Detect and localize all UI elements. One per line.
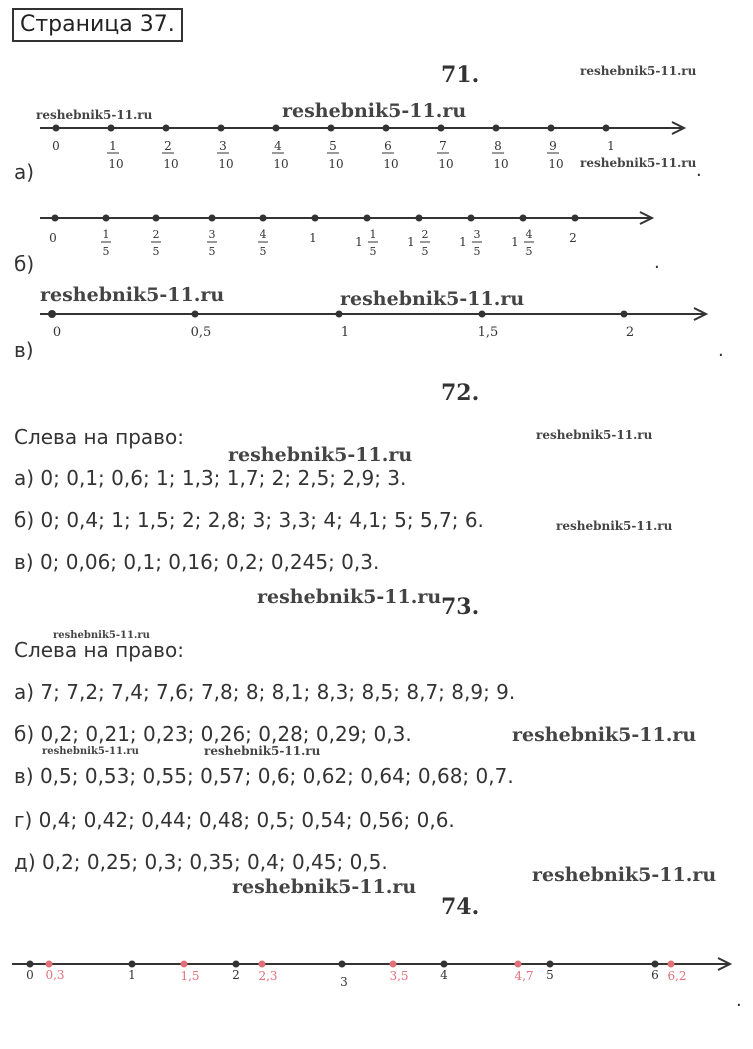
tick-numerator: 2 bbox=[152, 228, 160, 241]
part-label-b: б) bbox=[14, 252, 35, 276]
tick-label: 2 bbox=[625, 325, 635, 340]
watermark: reshebnik5-11.ru bbox=[42, 746, 139, 757]
exercise-72-line-a: а) 0; 0,1; 0,6; 1; 1,3; 1,7; 2; 2,5; 2,9; 3. bbox=[14, 466, 407, 490]
tick-label-black: 1 bbox=[128, 968, 136, 982]
tick-numerator: 2 bbox=[421, 228, 429, 241]
number-line-point-red bbox=[515, 961, 522, 968]
tick-label-red: 3,5 bbox=[389, 969, 409, 983]
tick-denominator: 5 bbox=[369, 245, 377, 258]
watermark: reshebnik5-11.ru bbox=[340, 288, 525, 310]
line-end-dot: . bbox=[654, 252, 660, 273]
number-line-point-black bbox=[547, 961, 554, 968]
tick-denominator: 10 bbox=[493, 157, 509, 171]
number-line-point bbox=[108, 125, 115, 132]
tick-label-red: 4,7 bbox=[514, 969, 534, 983]
watermark: reshebnik5-11.ru bbox=[228, 444, 413, 466]
tick-denominator: 5 bbox=[208, 245, 216, 258]
tick-label-black: 4 bbox=[440, 968, 448, 982]
number-line-point-black bbox=[441, 961, 448, 968]
tick-numerator: 3 bbox=[208, 228, 216, 241]
part-label-c: в) bbox=[14, 338, 34, 362]
tick-denominator: 10 bbox=[218, 157, 234, 171]
number-line-point bbox=[493, 125, 500, 132]
exercise-73-line-e: д) 0,2; 0,25; 0,3; 0,35; 0,4; 0,45; 0,5. bbox=[14, 850, 388, 874]
number-line-71c bbox=[0, 298, 753, 348]
tick-denominator: 10 bbox=[108, 157, 124, 171]
tick-numerator: 3 bbox=[473, 228, 481, 241]
tick-denominator: 10 bbox=[383, 157, 399, 171]
tick-numerator: 4 bbox=[259, 228, 267, 241]
watermark: reshebnik5-11.ru bbox=[580, 156, 697, 170]
tick-label: 0 bbox=[52, 325, 62, 340]
page-label: Страница 37. bbox=[12, 8, 183, 42]
tick-label: 0 bbox=[52, 139, 60, 153]
exercise-73-line-b: б) 0,2; 0,21; 0,23; 0,26; 0,28; 0,29; 0,3. bbox=[14, 722, 412, 746]
tick-whole: 1 bbox=[511, 235, 519, 249]
tick-denominator: 5 bbox=[259, 245, 267, 258]
number-line-point-black bbox=[339, 961, 346, 968]
number-line-point bbox=[153, 215, 160, 222]
number-line-point bbox=[328, 125, 335, 132]
number-line-point bbox=[416, 215, 423, 222]
number-line-point bbox=[468, 215, 475, 222]
exercise-73-number: 73. bbox=[441, 594, 480, 620]
watermark: reshebnik5-11.ru bbox=[580, 64, 697, 78]
number-line-point-red bbox=[259, 961, 266, 968]
number-line-point bbox=[218, 125, 225, 132]
number-line-point bbox=[53, 125, 60, 132]
number-line-point bbox=[103, 215, 110, 222]
exercise-73-line-a: а) 7; 7,2; 7,4; 7,6; 7,8; 8; 8,1; 8,3; 8,5; 8,7; 8,9; 9. bbox=[14, 680, 516, 704]
tick-label: 1 bbox=[607, 139, 615, 153]
number-line-point bbox=[438, 125, 445, 132]
tick-numerator: 1 bbox=[102, 228, 110, 241]
number-line-74 bbox=[0, 950, 753, 1000]
tick-whole: 1 bbox=[459, 235, 467, 249]
number-line-point bbox=[48, 310, 56, 318]
tick-label-red: 0,3 bbox=[45, 968, 65, 982]
number-line-point-black bbox=[233, 961, 240, 968]
watermark: reshebnik5-11.ru bbox=[282, 100, 467, 122]
tick-denominator: 5 bbox=[473, 245, 481, 258]
exercise-73-line-c: в) 0,5; 0,53; 0,55; 0,57; 0,6; 0,62; 0,64; 0,68; 0,7. bbox=[14, 764, 514, 788]
exercise-72-line-c: в) 0; 0,06; 0,1; 0,16; 0,2; 0,245; 0,3. bbox=[14, 550, 380, 574]
tick-label: 0 bbox=[49, 231, 57, 245]
watermark: reshebnik5-11.ru bbox=[257, 586, 442, 608]
number-line-point-black bbox=[129, 961, 136, 968]
number-line-point bbox=[312, 215, 319, 222]
exercise-72-intro: Слева на право: bbox=[14, 425, 184, 449]
number-line-point-red bbox=[668, 961, 675, 968]
exercise-73-line-d: г) 0,4; 0,42; 0,44; 0,48; 0,5; 0,54; 0,56; 0,6. bbox=[14, 808, 455, 832]
tick-numerator: 1 bbox=[109, 139, 117, 153]
tick-label-black: 3 bbox=[340, 975, 348, 989]
number-line-point bbox=[572, 215, 579, 222]
tick-numerator: 1 bbox=[369, 228, 377, 241]
tick-label: 1 bbox=[340, 325, 350, 340]
tick-label: 1 bbox=[309, 231, 317, 245]
number-line-point bbox=[336, 311, 343, 318]
watermark: reshebnik5-11.ru bbox=[512, 724, 697, 746]
number-line-point bbox=[260, 215, 267, 222]
number-line-point bbox=[603, 125, 610, 132]
tick-numerator: 6 bbox=[384, 139, 392, 153]
number-line-point-red bbox=[390, 961, 397, 968]
exercise-74-number: 74. bbox=[441, 894, 480, 920]
tick-denominator: 5 bbox=[102, 245, 110, 258]
number-line-point bbox=[192, 311, 199, 318]
tick-numerator: 8 bbox=[494, 139, 502, 153]
number-line-point bbox=[548, 125, 555, 132]
tick-label-black: 2 bbox=[232, 968, 240, 982]
number-line-71a bbox=[0, 110, 753, 190]
number-line-point bbox=[479, 311, 486, 318]
exercise-72-number: 72. bbox=[441, 380, 480, 406]
number-line-point bbox=[273, 125, 280, 132]
line-end-dot: . bbox=[736, 990, 742, 1011]
watermark: reshebnik5-11.ru bbox=[40, 284, 225, 306]
tick-label: 0,5 bbox=[190, 325, 212, 340]
tick-numerator: 4 bbox=[274, 139, 282, 153]
number-line-point-red bbox=[46, 961, 53, 968]
number-line-point bbox=[621, 311, 628, 318]
number-line-point bbox=[364, 215, 371, 222]
number-line-point-red bbox=[181, 961, 188, 968]
number-line-71b bbox=[0, 200, 753, 275]
line-end-dot: . bbox=[718, 340, 724, 361]
tick-denominator: 10 bbox=[163, 157, 179, 171]
exercise-72-line-b: б) 0; 0,4; 1; 1,5; 2; 2,8; 3; 3,3; 4; 4,1; 5; 5,7; 6. bbox=[14, 508, 484, 532]
watermark: reshebnik5-11.ru bbox=[36, 108, 153, 122]
tick-numerator: 2 bbox=[164, 139, 172, 153]
watermark: reshebnik5-11.ru bbox=[53, 630, 150, 641]
tick-denominator: 10 bbox=[438, 157, 454, 171]
tick-numerator: 7 bbox=[439, 139, 447, 153]
number-line-point bbox=[520, 215, 527, 222]
number-line-point bbox=[52, 215, 59, 222]
tick-numerator: 3 bbox=[219, 139, 227, 153]
tick-label-red: 1,5 bbox=[180, 969, 200, 983]
tick-whole: 1 bbox=[355, 235, 363, 249]
tick-denominator: 10 bbox=[328, 157, 344, 171]
tick-denominator: 5 bbox=[421, 245, 429, 258]
tick-whole: 1 bbox=[407, 235, 415, 249]
tick-denominator: 10 bbox=[548, 157, 564, 171]
part-label-a: а) bbox=[14, 160, 35, 184]
exercise-73-intro: Слева на право: bbox=[14, 638, 184, 662]
tick-denominator: 10 bbox=[273, 157, 289, 171]
watermark: reshebnik5-11.ru bbox=[532, 864, 717, 886]
watermark: reshebnik5-11.ru bbox=[232, 876, 417, 898]
tick-denominator: 5 bbox=[152, 245, 160, 258]
watermark: reshebnik5-11.ru bbox=[556, 519, 673, 533]
watermark: reshebnik5-11.ru bbox=[204, 744, 321, 758]
number-line-point bbox=[383, 125, 390, 132]
tick-label-red: 2,3 bbox=[258, 969, 278, 983]
tick-label: 1,5 bbox=[477, 325, 499, 340]
line-end-dot: . bbox=[696, 160, 702, 181]
number-line-point bbox=[163, 125, 170, 132]
tick-label: 2 bbox=[569, 231, 577, 245]
tick-label-black: 5 bbox=[546, 968, 554, 982]
tick-label-black: 6 bbox=[651, 968, 659, 982]
tick-label-red: 6,2 bbox=[667, 969, 687, 983]
number-line-point-black bbox=[27, 961, 34, 968]
tick-denominator: 5 bbox=[525, 245, 533, 258]
tick-numerator: 9 bbox=[549, 139, 557, 153]
tick-numerator: 4 bbox=[525, 228, 533, 241]
tick-numerator: 5 bbox=[329, 139, 337, 153]
tick-label-black: 0 bbox=[26, 968, 34, 982]
exercise-71-number: 71. bbox=[441, 62, 480, 88]
watermark: reshebnik5-11.ru bbox=[536, 428, 653, 442]
number-line-point bbox=[209, 215, 216, 222]
number-line-point-black bbox=[652, 961, 659, 968]
